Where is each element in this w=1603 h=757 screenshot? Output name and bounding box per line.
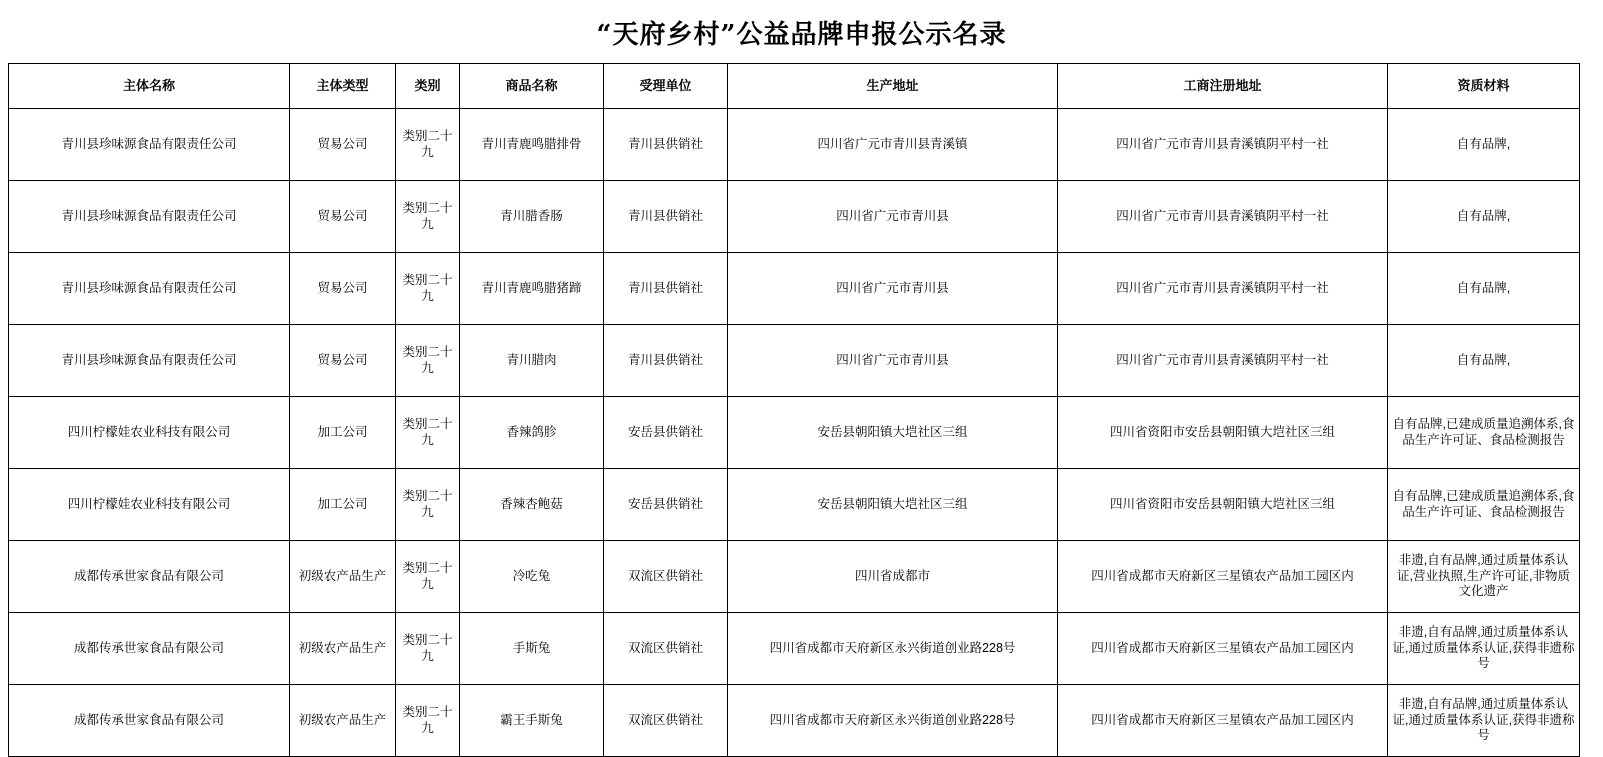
cell-registration-address: 四川省成都市天府新区三星镇农产品加工园区内: [1058, 685, 1388, 757]
cell-category: 类别二十九: [396, 109, 460, 181]
cell-accepting-unit: 青川县供销社: [604, 253, 728, 325]
cell-product-name: 青川腊香肠: [460, 181, 604, 253]
cell-production-address: 四川省成都市天府新区永兴街道创业路228号: [728, 613, 1058, 685]
cell-subject-name: 四川柠檬娃农业科技有限公司: [9, 469, 290, 541]
cell-registration-address: 四川省资阳市安岳县朝阳镇大垲社区三组: [1058, 397, 1388, 469]
cell-subject-name: 成都传承世家食品有限公司: [9, 613, 290, 685]
cell-category: 类别二十九: [396, 541, 460, 613]
cell-subject-name: 青川县珍味源食品有限责任公司: [9, 181, 290, 253]
table-row: [9, 541, 1580, 613]
column-header-qualification-materials: 资质材料: [1388, 64, 1580, 109]
column-header-category: 类别: [396, 64, 460, 109]
cell-accepting-unit: 双流区供销社: [604, 685, 728, 757]
table-row: [9, 253, 1580, 325]
column-header-accepting-unit: 受理单位: [604, 64, 728, 109]
cell-subject-name: 青川县珍味源食品有限责任公司: [9, 253, 290, 325]
cell-subject-type: 贸易公司: [290, 253, 396, 325]
cell-qualification-materials: 非遗,自有品牌,通过质量体系认证,通过质量体系认证,获得非遗称号: [1388, 613, 1580, 685]
table-row: [9, 469, 1580, 541]
cell-qualification-materials: 自有品牌,已建成质量追溯体系,食品生产许可证、食品检测报告: [1388, 469, 1580, 541]
cell-subject-type: 贸易公司: [290, 181, 396, 253]
cell-product-name: 香辣杏鲍菇: [460, 469, 604, 541]
cell-subject-type: 初级农产品生产: [290, 685, 396, 757]
cell-qualification-materials: 非遗,自有品牌,通过质量体系认证,营业执照,生产许可证,非物质文化遗产: [1388, 541, 1580, 613]
cell-subject-name: 四川柠檬娃农业科技有限公司: [9, 397, 290, 469]
cell-qualification-materials: 自有品牌,: [1388, 253, 1580, 325]
cell-product-name: 霸王手斯兔: [460, 685, 604, 757]
cell-product-name: 青川腊肉: [460, 325, 604, 397]
cell-subject-type: 贸易公司: [290, 325, 396, 397]
cell-accepting-unit: 安岳县供销社: [604, 397, 728, 469]
cell-category: 类别二十九: [396, 253, 460, 325]
cell-accepting-unit: 青川县供销社: [604, 181, 728, 253]
cell-qualification-materials: 自有品牌,: [1388, 325, 1580, 397]
table-row: [9, 109, 1580, 181]
cell-subject-type: 贸易公司: [290, 109, 396, 181]
table-row: [9, 181, 1580, 253]
cell-production-address: 四川省成都市: [728, 541, 1058, 613]
cell-product-name: 青川青鹿鸣腊排骨: [460, 109, 604, 181]
cell-category: 类别二十九: [396, 397, 460, 469]
cell-production-address: 四川省广元市青川县: [728, 181, 1058, 253]
table-row: [9, 685, 1580, 757]
cell-subject-name: 青川县珍味源食品有限责任公司: [9, 109, 290, 181]
table-header: [9, 64, 1580, 109]
table-row: [9, 325, 1580, 397]
table-header-row: [9, 64, 1580, 109]
cell-registration-address: 四川省成都市天府新区三星镇农产品加工园区内: [1058, 613, 1388, 685]
table-body: [9, 109, 1580, 757]
cell-production-address: 四川省广元市青川县青溪镇: [728, 109, 1058, 181]
cell-subject-name: 成都传承世家食品有限公司: [9, 685, 290, 757]
cell-category: 类别二十九: [396, 469, 460, 541]
listing-table: [8, 63, 1580, 757]
cell-accepting-unit: 双流区供销社: [604, 613, 728, 685]
cell-registration-address: 四川省广元市青川县青溪镇阴平村一社: [1058, 253, 1388, 325]
cell-category: 类别二十九: [396, 181, 460, 253]
cell-subject-type: 加工公司: [290, 397, 396, 469]
cell-registration-address: 四川省广元市青川县青溪镇阴平村一社: [1058, 181, 1388, 253]
cell-product-name: 青川青鹿鸣腊猪蹄: [460, 253, 604, 325]
cell-accepting-unit: 青川县供销社: [604, 109, 728, 181]
cell-qualification-materials: 自有品牌,: [1388, 109, 1580, 181]
cell-production-address: 四川省成都市天府新区永兴街道创业路228号: [728, 685, 1058, 757]
cell-qualification-materials: 自有品牌,: [1388, 181, 1580, 253]
table-row: [9, 397, 1580, 469]
cell-subject-type: 初级农产品生产: [290, 541, 396, 613]
cell-subject-type: 初级农产品生产: [290, 613, 396, 685]
cell-production-address: 四川省广元市青川县: [728, 325, 1058, 397]
column-header-product-name: 商品名称: [460, 64, 604, 109]
cell-category: 类别二十九: [396, 325, 460, 397]
cell-accepting-unit: 青川县供销社: [604, 325, 728, 397]
cell-registration-address: 四川省广元市青川县青溪镇阴平村一社: [1058, 325, 1388, 397]
cell-subject-type: 加工公司: [290, 469, 396, 541]
cell-product-name: 手斯兔: [460, 613, 604, 685]
cell-category: 类别二十九: [396, 685, 460, 757]
cell-product-name: 冷吃兔: [460, 541, 604, 613]
cell-accepting-unit: 安岳县供销社: [604, 469, 728, 541]
column-header-registration-address: 工商注册地址: [1058, 64, 1388, 109]
cell-qualification-materials: 自有品牌,已建成质量追溯体系,食品生产许可证、食品检测报告: [1388, 397, 1580, 469]
cell-qualification-materials: 非遗,自有品牌,通过质量体系认证,通过质量体系认证,获得非遗称号: [1388, 685, 1580, 757]
cell-registration-address: 四川省成都市天府新区三星镇农产品加工园区内: [1058, 541, 1388, 613]
cell-subject-name: 青川县珍味源食品有限责任公司: [9, 325, 290, 397]
cell-subject-name: 成都传承世家食品有限公司: [9, 541, 290, 613]
cell-product-name: 香辣鸽胗: [460, 397, 604, 469]
cell-production-address: 四川省广元市青川县: [728, 253, 1058, 325]
column-header-production-address: 生产地址: [728, 64, 1058, 109]
page-title: “天府乡村”公益品牌申报公示名录: [596, 20, 1007, 50]
column-header-subject-type: 主体类型: [290, 64, 396, 109]
column-header-subject-name: 主体名称: [9, 64, 290, 109]
cell-registration-address: 四川省广元市青川县青溪镇阴平村一社: [1058, 109, 1388, 181]
cell-production-address: 安岳县朝阳镇大垲社区三组: [728, 397, 1058, 469]
cell-registration-address: 四川省资阳市安岳县朝阳镇大垲社区三组: [1058, 469, 1388, 541]
cell-category: 类别二十九: [396, 613, 460, 685]
table-row: [9, 613, 1580, 685]
cell-production-address: 安岳县朝阳镇大垲社区三组: [728, 469, 1058, 541]
cell-accepting-unit: 双流区供销社: [604, 541, 728, 613]
